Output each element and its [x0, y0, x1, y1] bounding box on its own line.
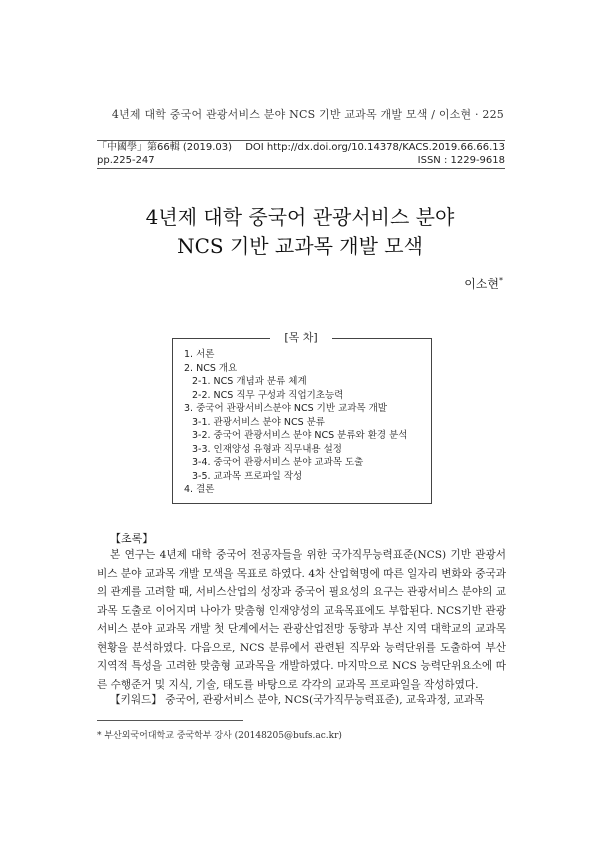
running-head: 4년제 대학 중국어 관광서비스 분야 NCS 기반 교과목 개발 모색 / 이소현 · 225	[111, 108, 504, 121]
abstract	[97, 546, 506, 694]
toc-item: 3-1. 관광서비스 분야 NCS 분류	[192, 416, 325, 428]
toc-list	[184, 348, 407, 497]
meta-bottom-rule	[97, 168, 505, 169]
keywords: 【키워드】 중국어, 관광서비스 분야, NCS(국가직무능력표준), 교육과정, 교과목	[110, 694, 485, 706]
toc-item: 3-2. 중국어 관광서비스 분야 NCS 분류와 환경 분석	[192, 430, 408, 441]
abstract-label: 【초록】	[110, 532, 154, 545]
toc-item: 3-4. 중국어 관광서비스 분야 교과목 도출	[192, 457, 364, 468]
author-mark: *	[499, 276, 503, 285]
toc-item: 3. 중국어 관광서비스분야 NCS 기반 교과목 개발	[184, 403, 387, 414]
meta-top-rule	[97, 140, 505, 141]
author-name: 이소현	[464, 277, 499, 291]
toc-item: 2-1. NCS 개념과 분류 체계	[192, 376, 307, 387]
toc-heading: [목 차]	[270, 329, 332, 345]
toc-item: 4. 결론	[184, 484, 215, 495]
title-line-1: 4년제 대학 중국어 관광서비스 분야	[145, 205, 455, 229]
toc-item: 2. NCS 개요	[184, 362, 238, 374]
toc-item: 3-3. 인재양성 유형과 직무내용 설정	[192, 443, 342, 455]
toc-item: 1. 서론	[184, 349, 215, 360]
abstract-text: 본 연구는 4년제 대학 중국어 전공자들을 위한 국가직무능력표준(NCS) 기반 관광서비스 분야 교과목 개발 모색을 목표로 하였다. 4차 산업혁명에 따른 일자리 변화와 중국과의 관계를 고려할 때, 서비스산업의 성장과 중국어 필요성의 요구는 관광서비스 분야의 교과목 도출로 이어지며 나아가 맞춤형 인재양성의 교육목표에도 부합된다. NCS기반 관광서비스 분야 교과목 개발 첫 단계에서는 관광산업전망 동향과 부산 지역 대학교의 교과목 현황을 분석하였다. 다음으로, NCS 분류에서 관련된 직무와 능력단위를 도출하여 부산 지역적 특성을 고려한 맞춤형 교과목을 개발하였다. 마지막으로 NCS 능력단위요소에 따른 수행준거 및 지식, 기술, 태도를 바탕으로 각각의 교과목 프로파일을 작성하였다.	[97, 549, 506, 691]
issn: ISSN : 1229-9618	[417, 155, 505, 166]
paper-title	[0, 203, 600, 261]
toc-item: 3-5. 교과목 프로파일 작성	[192, 470, 303, 482]
footnote-rule	[97, 720, 243, 721]
author	[464, 275, 503, 292]
publication-meta	[97, 141, 505, 167]
journal-issue: 「中國學」第66輯 (2019.03)	[97, 142, 233, 153]
footnote: * 부산외국어대학교 중국학부 강사 (20148205@bufs.ac.kr)	[97, 731, 342, 741]
page-range: pp.225-247	[97, 155, 155, 166]
toc-item: 2-2. NCS 직무 구성과 직업기초능력	[192, 389, 344, 401]
title-line-2: NCS 기반 교과목 개발 모색	[177, 234, 423, 258]
doi-link[interactable]: DOI http://dx.doi.org/10.14378/KACS.2019.66.66.13	[245, 142, 505, 153]
